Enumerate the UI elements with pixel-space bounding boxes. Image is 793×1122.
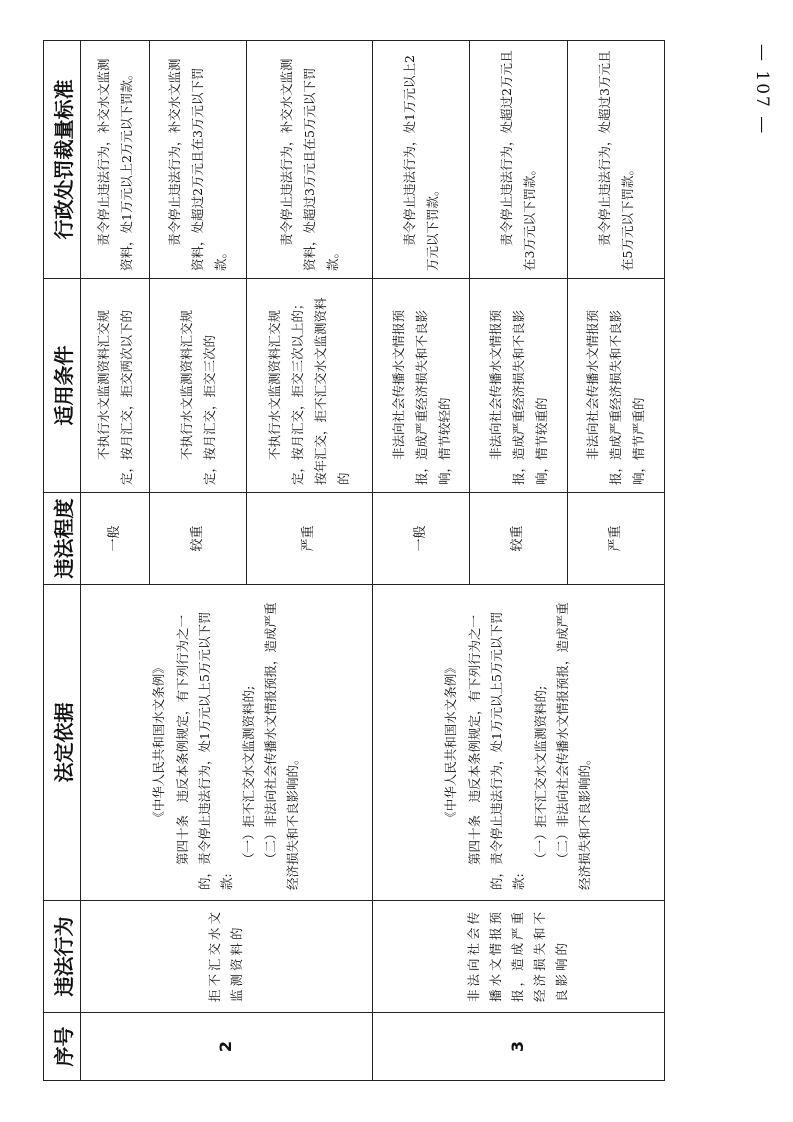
condition bbox=[81, 279, 150, 493]
condition bbox=[470, 279, 567, 493]
rotated-table-container bbox=[43, 41, 665, 1081]
row-legal-basis bbox=[81, 585, 373, 901]
header-condition: 适用条件 bbox=[44, 279, 81, 493]
condition bbox=[149, 279, 246, 493]
header-degree: 违法程度 bbox=[44, 493, 81, 585]
law-item-1: （一）拒不汇交水文监测资料的; bbox=[241, 685, 257, 865]
condition-text: 非法向社会传播水文情报预报，造成严重经济损失和不良影响，情节较重的 bbox=[487, 309, 549, 485]
standard-text: 责令停止违法行为，处超过2万元且在3万元以下罚款。 bbox=[499, 50, 538, 271]
row-legal-basis bbox=[372, 585, 664, 901]
standard bbox=[81, 41, 150, 279]
table-row bbox=[372, 41, 469, 1081]
law-article: 第四十条 违反本条例规定，有下列行为之一的，责令停止违法行为，处1万元以上5万元以下罚款: bbox=[467, 611, 527, 890]
row-behavior: 拒不汇交水文监测资料的 bbox=[81, 901, 373, 1013]
degree-severe: 严重 bbox=[246, 493, 372, 585]
standard bbox=[567, 41, 664, 279]
standard-text: 责令停止违法行为，补交水文监测资料，处1万元以上2万元以下罚款。 bbox=[95, 58, 134, 271]
condition-text: 非法向社会传播水文情报预报，造成严重经济损失和不良影响，情节较轻的 bbox=[390, 309, 452, 485]
standard bbox=[372, 41, 469, 279]
degree-general: 一般 bbox=[372, 493, 469, 585]
standard bbox=[246, 41, 372, 279]
degree-general: 一般 bbox=[81, 493, 150, 585]
header-behavior: 违法行为 bbox=[44, 901, 81, 1013]
standard-text: 责令停止违法行为，处1万元以上2万元以下罚款。 bbox=[402, 55, 441, 271]
condition-text: 非法向社会传播水文情报预报，造成严重经济损失和不良影响，情节严重的 bbox=[585, 309, 647, 485]
law-article: 第四十条 违反本条例规定，有下列行为之一的，责令停止违法行为，处1万元以上5万元以下罚款: bbox=[175, 611, 235, 890]
row-seq: 2 bbox=[81, 1013, 373, 1081]
table-header-row bbox=[44, 41, 81, 1081]
law-item-1: （一）拒不汇交水文监测资料的; bbox=[533, 685, 549, 865]
penalty-standards-table bbox=[43, 40, 665, 1081]
condition bbox=[372, 279, 469, 493]
degree-serious: 较重 bbox=[470, 493, 567, 585]
law-title: 《中华人民共和国水文条例》 bbox=[151, 661, 167, 824]
header-standard: 行政处罚裁量标准 bbox=[44, 41, 81, 279]
law-item-2: （二）非法向社会传播水文情报预报，造成严重经济损失和不良影响的。 bbox=[555, 602, 593, 890]
row-seq: 3 bbox=[372, 1013, 664, 1081]
page-number: — 107 — bbox=[752, 44, 772, 136]
condition bbox=[567, 279, 664, 493]
condition-text: 不执行水文监测资料汇交规定，按月汇交，拒交三次以上的；按年汇交，拒不汇交水文监测资料的 bbox=[267, 297, 352, 485]
row-behavior: 非法向社会传播水文情报预报，造成严重经济损失和不良影响的 bbox=[372, 901, 664, 1013]
condition-text: 不执行水文监测资料汇交规定，按月汇交，拒交两次以下的 bbox=[95, 309, 134, 485]
standard-text: 责令停止违法行为，补交水文监测资料，处超过3万元且在5万元以下罚款。 bbox=[278, 58, 340, 271]
table-row bbox=[81, 41, 150, 1081]
condition-text: 不执行水文监测资料汇交规定，按月汇交，拒交三次的 bbox=[178, 309, 217, 485]
degree-serious: 较重 bbox=[149, 493, 246, 585]
law-item-2: （二）非法向社会传播水文情报预报，造成严重经济损失和不良影响的。 bbox=[263, 602, 301, 890]
degree-severe: 严重 bbox=[567, 493, 664, 585]
condition bbox=[246, 279, 372, 493]
header-basis: 法定依据 bbox=[44, 585, 81, 901]
header-seq: 序号 bbox=[44, 1013, 81, 1081]
standard bbox=[149, 41, 246, 279]
law-title: 《中华人民共和国水文条例》 bbox=[443, 661, 459, 824]
standard bbox=[470, 41, 567, 279]
standard-text: 责令停止违法行为，处超过3万元且在5万元以下罚款。 bbox=[596, 50, 635, 271]
standard-text: 责令停止违法行为，补交水文监测资料，处超过2万元且在3万元以下罚款。 bbox=[167, 58, 229, 271]
